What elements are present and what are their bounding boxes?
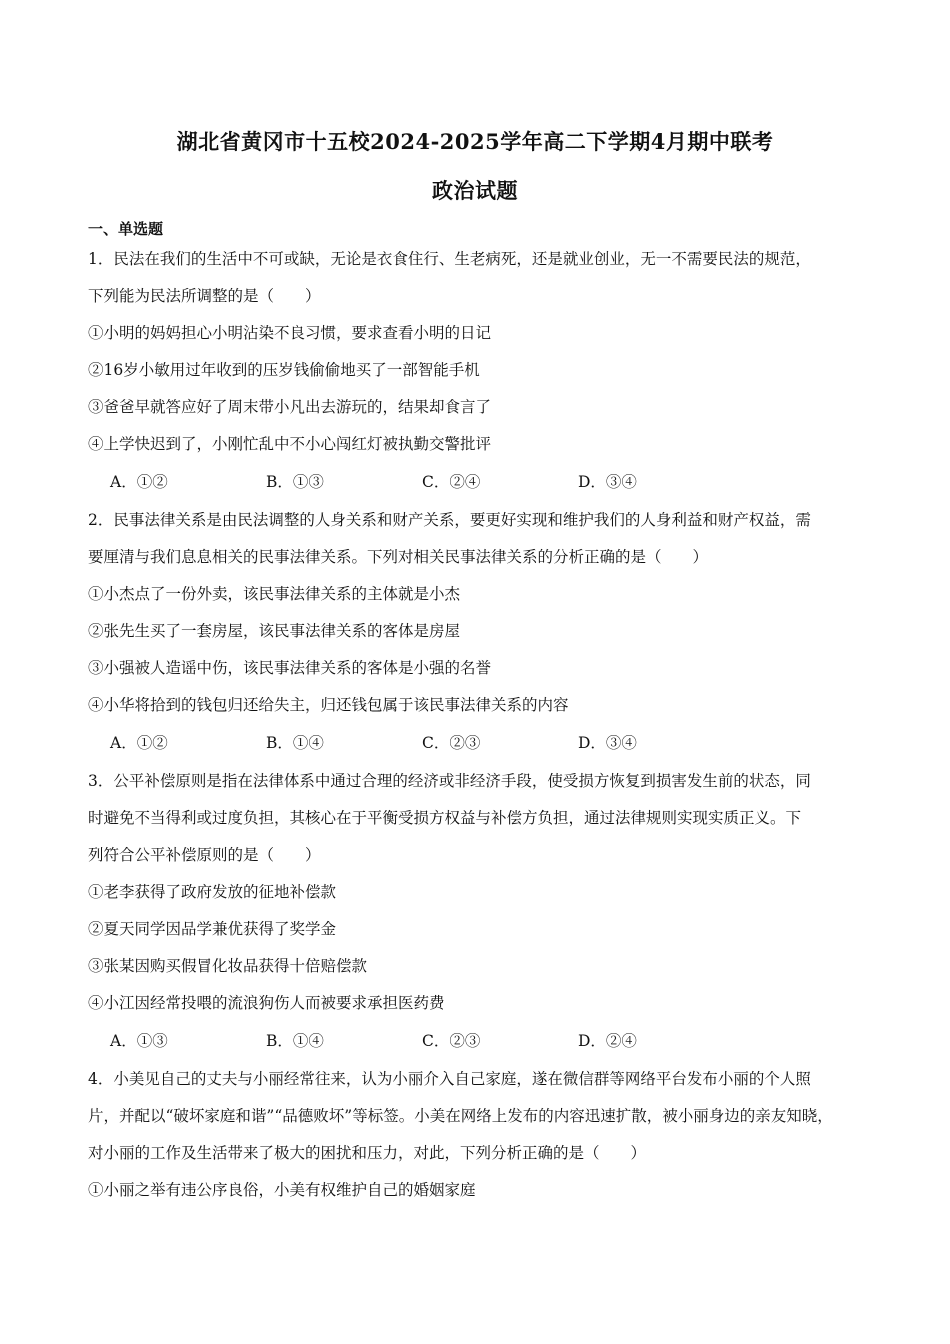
- q1-item-3: ③爸爸早就答应好了周末带小凡出去游玩的，结果却食言了: [88, 398, 492, 416]
- q1-options: [110, 472, 734, 492]
- q3-item-3: ③张某因购买假冒化妆品获得十倍赔偿款: [88, 957, 368, 975]
- q2-option-c[interactable]: C．②③: [422, 734, 481, 752]
- q3-option-c[interactable]: C．②③: [422, 1032, 481, 1050]
- section-heading: 一、单选题: [88, 220, 164, 238]
- q3-item-4: ④小江因经常投喂的流浪狗伤人而被要求承担医药费: [88, 994, 445, 1012]
- q3-option-d[interactable]: D．②④: [578, 1032, 637, 1050]
- q3-option-b[interactable]: B．①④: [266, 1032, 324, 1050]
- q3-option-a[interactable]: A．①③: [110, 1032, 168, 1050]
- q3-stem-line1: 3．公平补偿原则是指在法律体系中通过合理的经济或非经济手段，使受损方恢复到损害发生前的状态，同: [88, 772, 811, 790]
- q2-item-1: ①小杰点了一份外卖，该民事法律关系的主体就是小杰: [88, 585, 461, 603]
- q2-option-d[interactable]: D．③④: [578, 734, 637, 752]
- q2-stem-line1: 2．民事法律关系是由民法调整的人身关系和财产关系，要更好实现和维护我们的人身利益和财产权益，需: [88, 511, 811, 529]
- q4-stem-line3: 对小丽的工作及生活带来了极大的困扰和压力，对此，下列分析正确的是（ ）: [88, 1144, 647, 1162]
- q4-stem-line2: 片，并配以“破坏家庭和谐”“品德败坏”等标签。小美在网络上发布的内容迅速扩散，被小丽身边的亲友知晓，: [88, 1107, 833, 1125]
- q4-stem-line1: 4．小美见自己的丈夫与小丽经常往来，认为小丽介入自己家庭，遂在微信群等网络平台发布小丽的个人照: [88, 1070, 811, 1088]
- q2-item-4: ④小华将拾到的钱包归还给失主，归还钱包属于该民事法律关系的内容: [88, 696, 569, 714]
- q1-stem-line2: 下列能为民法所调整的是（ ）: [88, 287, 321, 305]
- exam-subject-title: 政治试题: [432, 178, 518, 203]
- q2-stem-line2: 要厘清与我们息息相关的民事法律关系。下列对相关民事法律关系的分析正确的是（ ）: [88, 548, 709, 566]
- q1-item-2: ②16岁小敏用过年收到的压岁钱偷偷地买了一部智能手机: [88, 361, 480, 379]
- q2-item-2: ②张先生买了一套房屋，该民事法律关系的客体是房屋: [88, 622, 461, 640]
- q2-item-3: ③小强被人造谣中伤，该民事法律关系的客体是小强的名誉: [88, 659, 492, 677]
- q2-option-a[interactable]: A．①②: [110, 734, 168, 752]
- q1-option-b[interactable]: B．①③: [266, 473, 324, 491]
- q2-options: [110, 733, 734, 753]
- exam-title: 湖北省黄冈市十五校2024-2025学年高二下学期4月期中联考: [176, 129, 774, 154]
- q2-option-b[interactable]: B．①④: [266, 734, 324, 752]
- q1-item-4: ④上学快迟到了，小刚忙乱中不小心闯红灯被执勤交警批评: [88, 435, 492, 453]
- q3-item-2: ②夏天同学因品学兼优获得了奖学金: [88, 920, 337, 938]
- q3-item-1: ①老李获得了政府发放的征地补偿款: [88, 883, 337, 901]
- q1-option-d[interactable]: D．③④: [578, 473, 637, 491]
- q1-item-1: ①小明的妈妈担心小明沾染不良习惯，要求查看小明的日记: [88, 324, 492, 342]
- q3-stem-line2: 时避免不当得利或过度负担，其核心在于平衡受损方权益与补偿方负担，通过法律规则实现实质正义。下: [88, 809, 802, 827]
- q3-options: [110, 1031, 734, 1051]
- q1-option-a[interactable]: A．①②: [110, 473, 168, 491]
- q4-item-1: ①小丽之举有违公序良俗，小美有权维护自己的婚姻家庭: [88, 1181, 476, 1199]
- q1-option-c[interactable]: C．②④: [422, 473, 481, 491]
- q3-stem-line3: 列符合公平补偿原则的是（ ）: [88, 846, 321, 864]
- q1-stem-line1: 1．民法在我们的生活中不可或缺，无论是衣食住行、生老病死，还是就业创业，无一不需要民法的规范，: [88, 250, 811, 268]
